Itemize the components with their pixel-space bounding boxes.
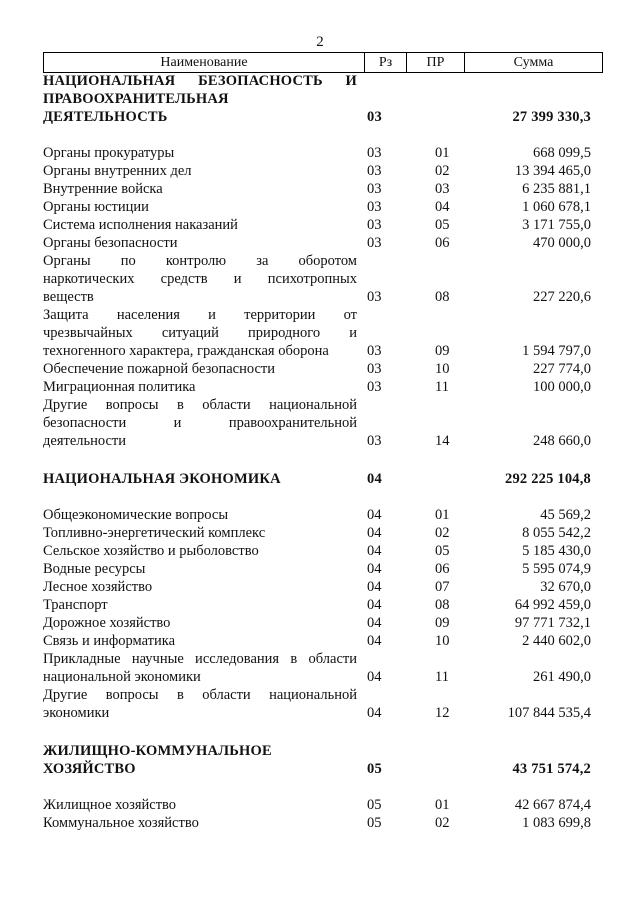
table-row <box>43 180 603 198</box>
item-rz: 04 <box>367 705 382 721</box>
item-rz: 04 <box>367 561 382 577</box>
item-sum: 248 660,0 <box>533 433 591 449</box>
item-rz: 03 <box>367 343 382 359</box>
table-row <box>43 796 603 814</box>
item-name-line: Лесное хозяйство <box>43 579 153 595</box>
item-sum: 2 440 602,0 <box>522 633 591 649</box>
table-row <box>43 144 603 162</box>
item-sum: 32 670,0 <box>540 579 591 595</box>
item-sum: 100 000,0 <box>533 379 591 395</box>
item-name <box>43 306 357 360</box>
item-name-line: Транспорт <box>43 597 108 613</box>
item-sum: 1 083 699,8 <box>522 815 591 831</box>
section-row <box>43 72 603 126</box>
item-name <box>43 650 357 686</box>
item-name <box>43 360 357 378</box>
item-name-line: Водные ресурсы <box>43 561 146 577</box>
item-rz: 04 <box>367 543 382 559</box>
section-title <box>43 742 357 778</box>
item-rz: 04 <box>367 633 382 649</box>
section-spacer <box>43 450 603 470</box>
item-sum: 6 235 881,1 <box>522 181 591 197</box>
item-name-line: Система исполнения наказаний <box>43 217 238 233</box>
item-pr: 09 <box>435 343 450 359</box>
item-pr: 05 <box>435 217 450 233</box>
section-rz: 04 <box>367 471 382 487</box>
item-sum: 3 171 755,0 <box>522 217 591 233</box>
item-name-line: Общеэкономические вопросы <box>43 507 229 523</box>
section-spacer <box>43 722 603 742</box>
item-name-line: безопасности и правоохранительной <box>43 415 357 431</box>
item-pr: 02 <box>435 163 450 179</box>
item-name <box>43 542 357 560</box>
item-name-line: Жилищное хозяйство <box>43 797 177 813</box>
item-name-line: Другие вопросы в области национальной <box>43 397 357 413</box>
section-title-line: ПРАВООХРАНИТЕЛЬНАЯ <box>43 91 229 107</box>
item-name-line: Миграционная политика <box>43 379 196 395</box>
item-rz: 03 <box>367 379 382 395</box>
item-name <box>43 252 357 306</box>
item-sum: 668 099,5 <box>533 145 591 161</box>
item-pr: 08 <box>435 289 450 305</box>
table-row <box>43 596 603 614</box>
item-name-line: наркотических средств и психотропных <box>43 271 357 287</box>
item-name-line: Другие вопросы в области национальной <box>43 687 357 703</box>
item-rz: 03 <box>367 235 382 251</box>
budget-table-body <box>43 72 603 832</box>
table-row <box>43 650 603 686</box>
table-row <box>43 306 603 360</box>
item-rz: 03 <box>367 199 382 215</box>
item-name <box>43 814 357 832</box>
item-rz: 03 <box>367 433 382 449</box>
table-header <box>43 52 603 73</box>
item-name-line: Органы безопасности <box>43 235 178 251</box>
item-sum: 261 490,0 <box>533 669 591 685</box>
item-pr: 10 <box>435 361 450 377</box>
table-row <box>43 216 603 234</box>
item-pr: 04 <box>435 199 450 215</box>
section-gap <box>43 778 603 796</box>
item-name <box>43 560 357 578</box>
table-row <box>43 632 603 650</box>
item-name <box>43 686 357 722</box>
item-sum: 227 774,0 <box>533 361 591 377</box>
item-pr: 10 <box>435 633 450 649</box>
item-name <box>43 216 357 234</box>
item-name <box>43 198 357 216</box>
header-rz: Рз <box>365 53 407 72</box>
item-rz: 03 <box>367 289 382 305</box>
item-name <box>43 596 357 614</box>
section-title-line: ДЕЯТЕЛЬНОСТЬ <box>43 109 168 125</box>
item-name-line: Топливно-энергетический комплекс <box>43 525 266 541</box>
section-title-line: НАЦИОНАЛЬНАЯ ЭКОНОМИКА <box>43 471 281 487</box>
item-sum: 5 185 430,0 <box>522 543 591 559</box>
section-title-line: НАЦИОНАЛЬНАЯ БЕЗОПАСНОСТЬ И <box>43 73 357 89</box>
item-rz: 03 <box>367 361 382 377</box>
item-sum: 1 060 678,1 <box>522 199 591 215</box>
section-sum: 292 225 104,8 <box>505 471 591 487</box>
item-pr: 03 <box>435 181 450 197</box>
item-name-line: Прикладные научные исследования в области <box>43 651 357 667</box>
item-name <box>43 144 357 162</box>
item-name <box>43 632 357 650</box>
item-rz: 04 <box>367 579 382 595</box>
table-row <box>43 686 603 722</box>
item-pr: 02 <box>435 525 450 541</box>
item-name-line: деятельности <box>43 433 127 449</box>
item-rz: 04 <box>367 525 382 541</box>
item-name-line: Органы внутренних дел <box>43 163 192 179</box>
page-number: 2 <box>316 34 324 50</box>
item-name-line: чрезвычайных ситуаций природного и <box>43 325 357 341</box>
section-rz: 05 <box>367 761 382 777</box>
table-row <box>43 524 603 542</box>
header-name: Наименование <box>44 53 365 72</box>
item-sum: 8 055 542,2 <box>522 525 591 541</box>
section-title <box>43 72 357 126</box>
item-name <box>43 578 357 596</box>
item-rz: 04 <box>367 615 382 631</box>
item-name-line: экономики <box>43 705 110 721</box>
item-name <box>43 162 357 180</box>
item-pr: 12 <box>435 705 450 721</box>
item-pr: 06 <box>435 235 450 251</box>
item-name-line: Органы юстиции <box>43 199 149 215</box>
section-title <box>43 470 357 488</box>
item-name-line: Органы по контролю за оборотом <box>43 253 357 269</box>
header-sum: Сумма <box>513 55 554 70</box>
table-row <box>43 396 603 450</box>
section-sum: 27 399 330,3 <box>512 109 591 125</box>
item-name <box>43 524 357 542</box>
item-name-line: Защита населения и территории от <box>43 307 357 323</box>
item-rz: 03 <box>367 217 382 233</box>
item-rz: 03 <box>367 181 382 197</box>
item-name-line: Сельское хозяйство и рыболовство <box>43 543 259 559</box>
section-title-line: ХОЗЯЙСТВО <box>43 761 136 777</box>
item-name <box>43 506 357 524</box>
item-sum: 64 992 459,0 <box>514 597 591 613</box>
item-name-line: Коммунальное хозяйство <box>43 815 199 831</box>
table-row <box>43 614 603 632</box>
item-pr: 02 <box>435 815 450 831</box>
table-row <box>43 234 603 252</box>
item-name-line: Внутренние войска <box>43 181 163 197</box>
item-pr: 08 <box>435 597 450 613</box>
item-name-line: Обеспечение пожарной безопасности <box>43 361 276 377</box>
header-pr: ПР <box>407 53 465 72</box>
item-name <box>43 614 357 632</box>
item-sum: 45 569,2 <box>540 507 591 523</box>
item-rz: 04 <box>367 669 382 685</box>
table-row <box>43 198 603 216</box>
item-name <box>43 796 357 814</box>
item-name-line: веществ <box>43 289 94 305</box>
table-row <box>43 506 603 524</box>
item-sum: 42 667 874,4 <box>514 797 591 813</box>
item-pr: 01 <box>435 507 450 523</box>
section-row <box>43 470 603 488</box>
item-rz: 03 <box>367 163 382 179</box>
table-row <box>43 542 603 560</box>
item-pr: 11 <box>435 379 449 395</box>
item-pr: 01 <box>435 145 450 161</box>
item-name-line: Связь и информатика <box>43 633 176 649</box>
item-sum: 1 594 797,0 <box>522 343 591 359</box>
item-pr: 11 <box>435 669 449 685</box>
table-row <box>43 378 603 396</box>
item-sum: 227 220,6 <box>533 289 591 305</box>
item-pr: 07 <box>435 579 450 595</box>
table-row <box>43 578 603 596</box>
item-name <box>43 396 357 450</box>
item-name-line: Дорожное хозяйство <box>43 615 171 631</box>
section-gap <box>43 126 603 144</box>
item-name-line: национальной экономики <box>43 669 201 685</box>
item-name-line: Органы прокуратуры <box>43 145 175 161</box>
section-gap <box>43 488 603 506</box>
item-rz: 03 <box>367 145 382 161</box>
item-rz: 05 <box>367 797 382 813</box>
item-name <box>43 180 357 198</box>
item-name-line: техногенного характера, гражданская оборона <box>43 343 329 359</box>
table-row <box>43 252 603 306</box>
item-sum: 13 394 465,0 <box>514 163 591 179</box>
item-pr: 05 <box>435 543 450 559</box>
item-sum: 470 000,0 <box>533 235 591 251</box>
table-row <box>43 360 603 378</box>
item-name <box>43 378 357 396</box>
section-sum: 43 751 574,2 <box>512 761 591 777</box>
table-row <box>43 560 603 578</box>
section-rz: 03 <box>367 109 382 125</box>
item-pr: 09 <box>435 615 450 631</box>
item-pr: 14 <box>435 433 450 449</box>
item-sum: 5 595 074,9 <box>522 561 591 577</box>
item-pr: 06 <box>435 561 450 577</box>
item-pr: 01 <box>435 797 450 813</box>
item-sum: 107 844 535,4 <box>507 705 591 721</box>
section-row <box>43 742 603 778</box>
item-sum: 97 771 732,1 <box>514 615 591 631</box>
item-rz: 04 <box>367 597 382 613</box>
item-name <box>43 234 357 252</box>
item-rz: 05 <box>367 815 382 831</box>
item-rz: 04 <box>367 507 382 523</box>
table-row <box>43 162 603 180</box>
section-title-line: ЖИЛИЩНО-КОММУНАЛЬНОЕ <box>43 743 272 759</box>
table-row <box>43 814 603 832</box>
